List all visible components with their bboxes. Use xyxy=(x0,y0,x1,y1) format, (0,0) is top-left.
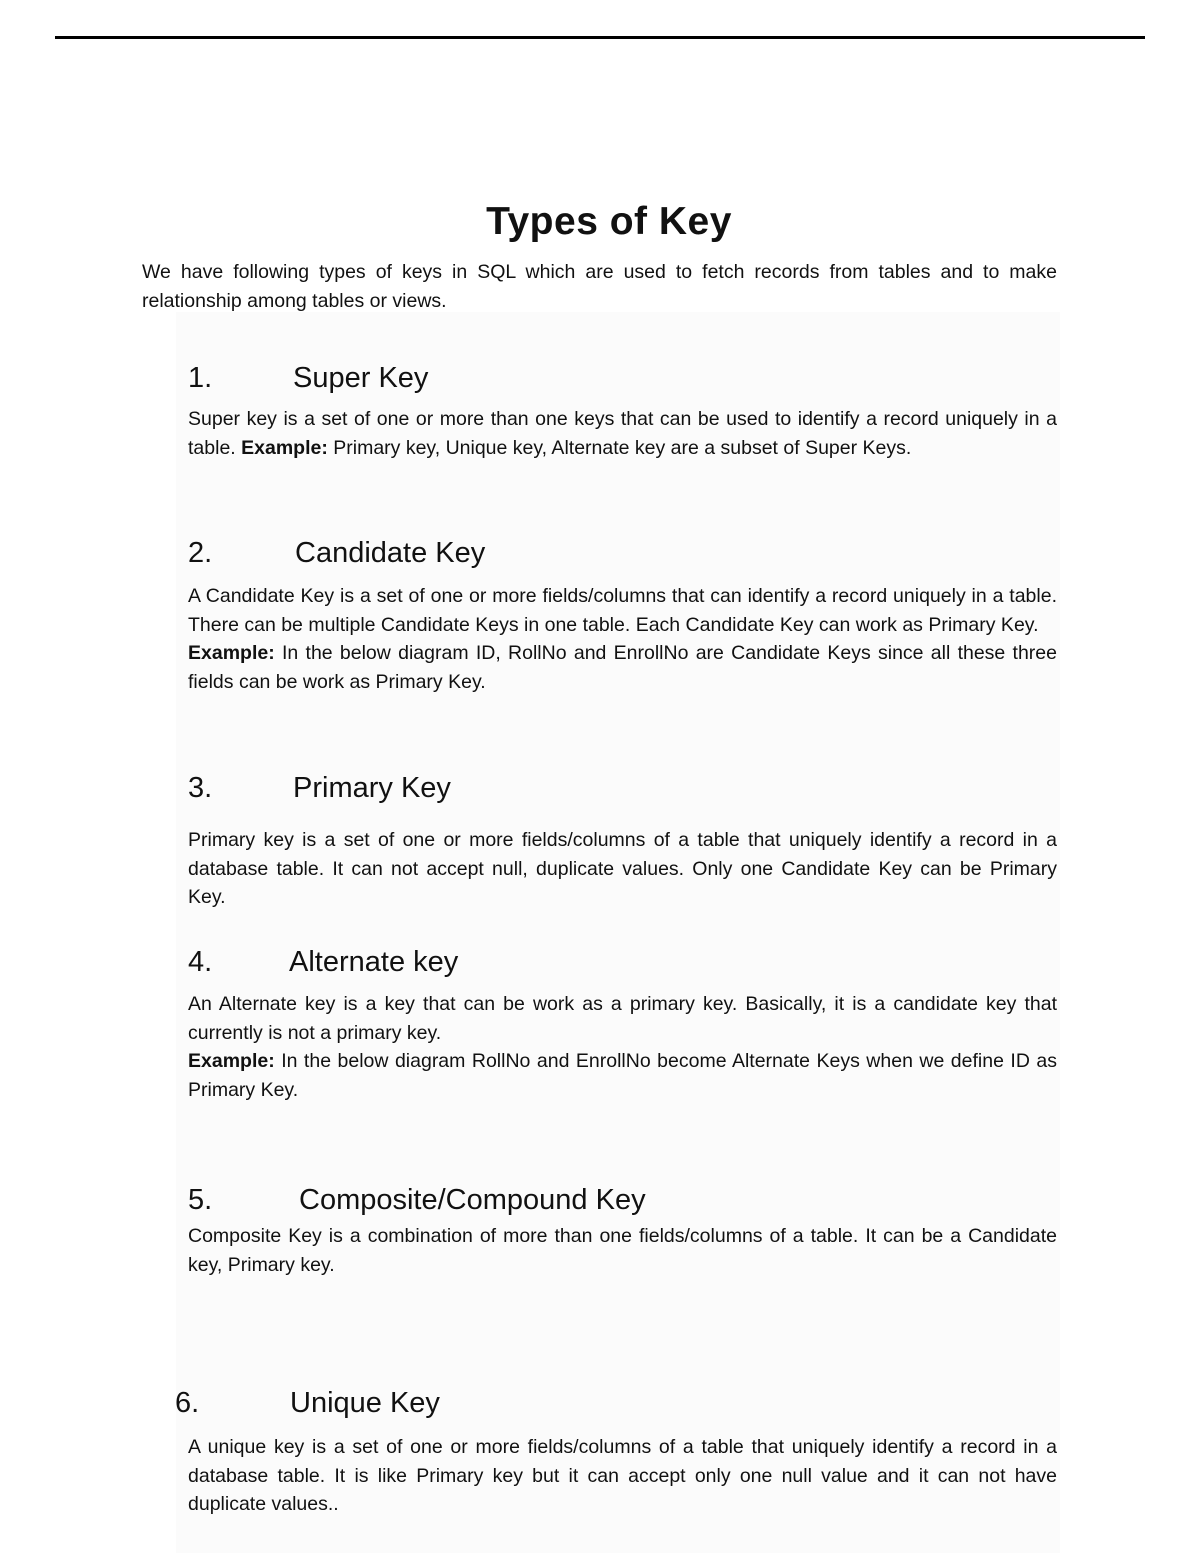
example-line xyxy=(188,1047,1057,1104)
section-number: 3. xyxy=(188,772,213,804)
section-number: 1. xyxy=(188,362,213,394)
section-title: Unique Key xyxy=(290,1387,440,1419)
section-title: Composite/Compound Key xyxy=(299,1184,646,1216)
example-text: In the below diagram RollNo and EnrollNo become Alternate Keys when we define ID as Primary Key. xyxy=(188,1050,1057,1101)
section-text: A unique key is a set of one or more fields/columns of a table that uniquely identify a record in a database table. It is like Primary key but it can accept only one null value and it can not have duplicate values.. xyxy=(188,1436,1057,1515)
content-background xyxy=(176,312,1060,1553)
example-text: In the below diagram ID, RollNo and EnrollNo are Candidate Keys since all these three fields can be work as Primary Key. xyxy=(188,642,1057,693)
section-title: Candidate Key xyxy=(295,537,486,569)
section-title: Primary Key xyxy=(293,772,451,804)
section-body-composite-key xyxy=(188,1222,1057,1279)
section-body-candidate-key xyxy=(188,582,1057,696)
section-title: Super Key xyxy=(293,362,429,394)
section-text: An Alternate key is a key that can be work as a primary key. Basically, it is a candidate key that currently is not a primary key. xyxy=(188,993,1057,1044)
page-title: Types of Key xyxy=(486,200,732,243)
section-text: Composite Key is a combination of more than one fields/columns of a table. It can be a Candidate key, Primary key. xyxy=(188,1225,1057,1276)
section-body-alternate-key xyxy=(188,990,1057,1104)
example-text: Primary key, Unique key, Alternate key are a subset of Super Keys. xyxy=(333,436,912,459)
example-label: Example: xyxy=(188,1050,275,1072)
section-body-super-key xyxy=(188,405,1057,462)
section-text: Primary key is a set of one or more fields/columns of a table that uniquely identify a record in a database table. It can not accept null, duplicate values. Only one Candidate Key can be Primary Key. xyxy=(188,829,1057,908)
section-number: 6. xyxy=(175,1387,200,1419)
section-number: 2. xyxy=(188,537,213,569)
section-number: 4. xyxy=(188,946,213,978)
section-text: A Candidate Key is a set of one or more fields/columns that can identify a record uniquely in a table. There can be multiple Candidate Keys in one table. Each Candidate Key can work as Primary Key. xyxy=(188,585,1057,636)
example-label: Example: xyxy=(188,642,275,664)
section-text: Super key is a set of one or more than one keys that can be used to identify a record uniquely in a table. xyxy=(188,408,1057,459)
example-label: Example: xyxy=(241,436,328,459)
section-number: 5. xyxy=(188,1184,213,1216)
section-body-primary-key xyxy=(188,826,1057,912)
top-rule xyxy=(55,36,1145,39)
section-title: Alternate key xyxy=(289,946,459,978)
intro-paragraph: We have following types of keys in SQL which are used to fetch records from tables and to make relationship among tables or views. xyxy=(142,261,1057,312)
section-body-unique-key xyxy=(188,1433,1057,1519)
example-line xyxy=(188,639,1057,696)
